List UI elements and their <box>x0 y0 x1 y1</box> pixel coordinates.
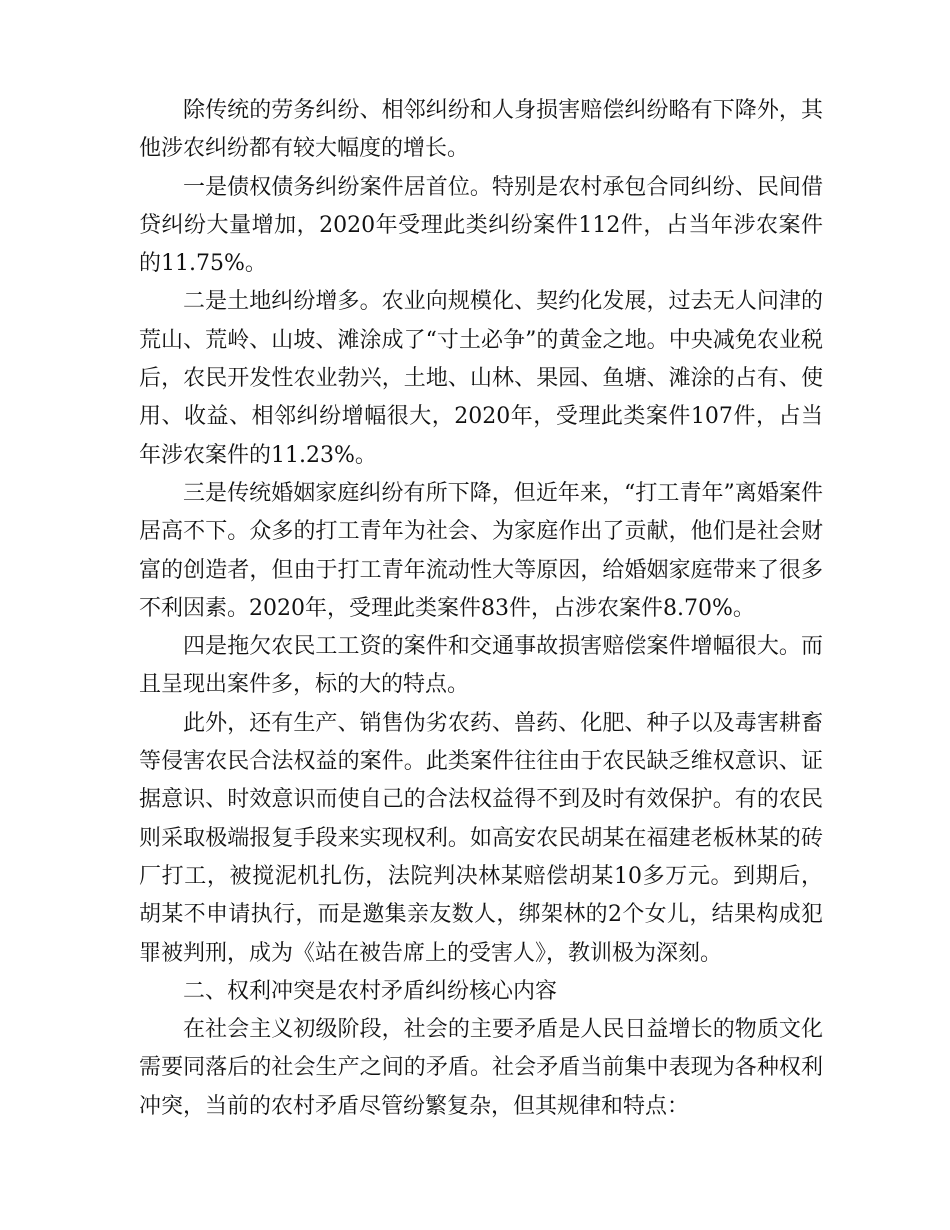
paragraph-land-disputes: 二是土地纠纷增多。农业向规模化、契约化发展，过去无人问津的荒山、荒岭、山坡、滩涂成了“寸土必争”的黄金之地。中央减免农业税后，农民开发性农业勃兴，土地、山林、果园、鱼塘、滩涂的占有、使用、收益、相邻纠纷增幅很大，2020年，受理此类案件107件，占当年涉农案件的11.23%。 <box>139 289 823 468</box>
document-page <box>139 92 823 1126</box>
section-heading: 二、权利冲突是农村矛盾纠纷核心内容 <box>183 978 558 1004</box>
paragraph-other-cases: 此外，还有生产、销售伪劣农药、兽药、化肥、种子以及毒害耕畜等侵害农民合法权益的案件。此类案件往往由于农民缺乏维权意识、证据意识、时效意识而使自己的合法权益得不到及时有效保护。有的农民则采取极端报复手段来实现权利。如高安农民胡某在福建老板林某的砖厂打工，被搅泥机扎伤，法院判决林某赔偿胡某10多万元。到期后，胡某不申请执行，而是邀集亲友数人，绑架林的2个女儿，结果构成犯罪被判刑，成为《站在被告席上的受害人》，教训极为深刻。 <box>139 710 823 966</box>
paragraph-rights-conflict: 在社会主义初级阶段，社会的主要矛盾是人民日益增长的物质文化需要同落后的社会生产之间的矛盾。社会矛盾当前集中表现为各种权利冲突，当前的农村矛盾尽管纷繁复杂，但其规律和特点： <box>139 1017 823 1119</box>
paragraph-wage-traffic-cases: 四是拖欠农民工工资的案件和交通事故损害赔偿案件增幅很大。而且呈现出案件多，标的大的特点。 <box>139 634 823 698</box>
paragraph-intro: 除传统的劳务纠纷、相邻纠纷和人身损害赔偿纠纷略有下降外，其他涉农纠纷都有较大幅度的增长。 <box>139 98 823 162</box>
paragraph-debt-disputes: 一是债权债务纠纷案件居首位。特别是农村承包合同纠纷、民间借贷纠纷大量增加，2020年受理此类纠纷案件112件，占当年涉农案件的11.75%。 <box>139 174 823 277</box>
paragraph-marriage-disputes: 三是传统婚姻家庭纠纷有所下降，但近年来，“打工青年”离婚案件居高不下。众多的打工青年为社会、为家庭作出了贡献，他们是社会财富的创造者，但由于打工青年流动性大等原因，给婚姻家庭带来了很多不利因素。2020年，受理此类案件83件，占涉农案件8.70%。 <box>139 480 823 621</box>
